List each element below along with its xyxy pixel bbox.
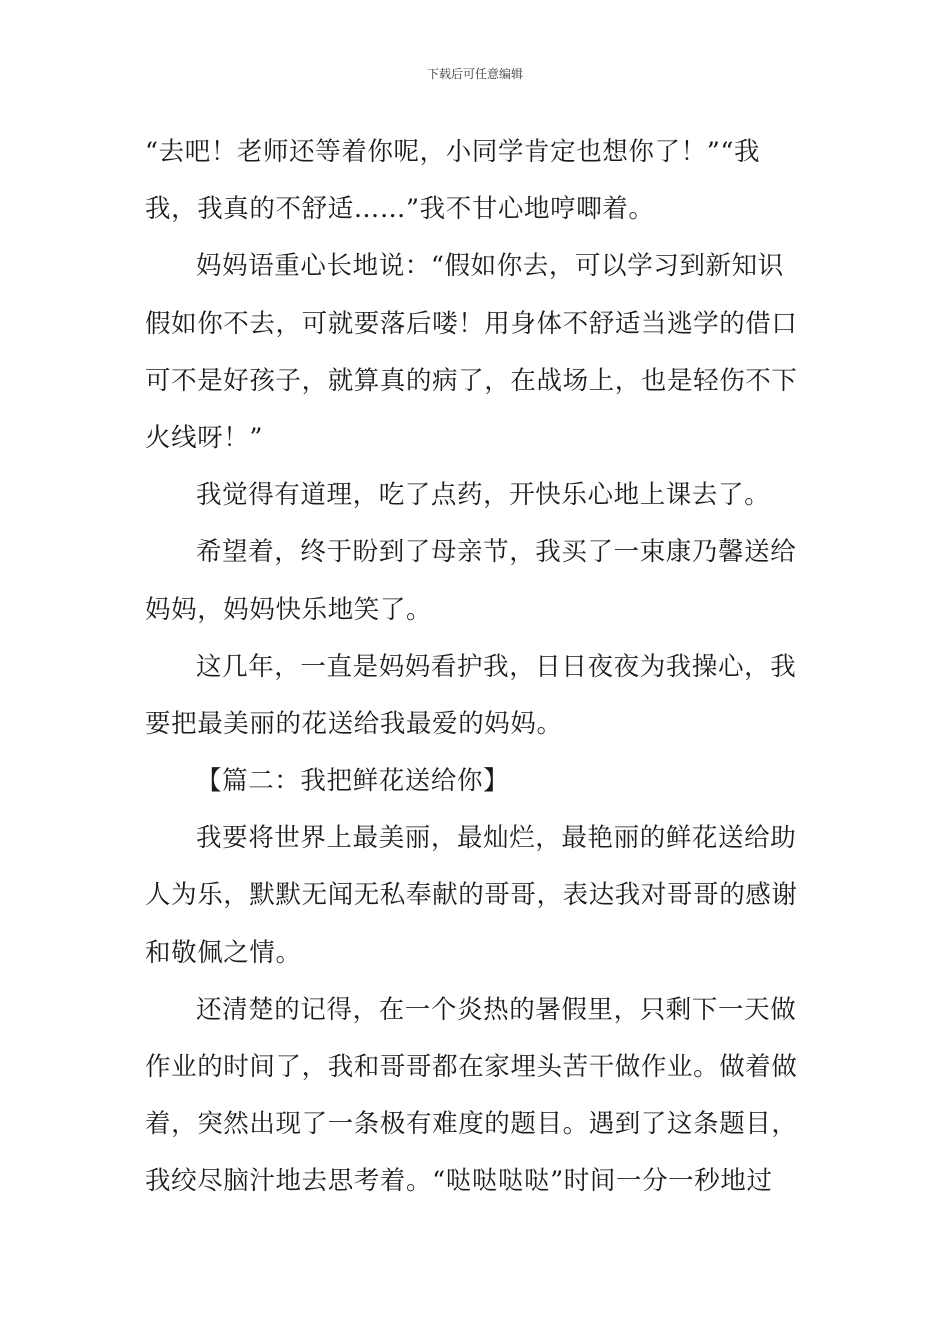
text-line: 我绞尽脑汁地去思考着。“哒哒哒哒”时间一分一秒地过 xyxy=(145,1166,773,1197)
text-line: 火线呀！” xyxy=(145,422,264,453)
section-heading: 【篇二：我把鲜花送给你】 xyxy=(196,766,510,797)
text-line: 作业的时间了，我和哥哥都在家埋头苦干做作业。做着做 xyxy=(145,1052,798,1082)
text-line: 妈妈，妈妈快乐地笑了。 xyxy=(145,594,433,625)
text-line: 着，突然出现了一条极有难度的题目。遇到了这条题目， xyxy=(145,1109,798,1140)
text-line: 还清楚的记得，在一个炎热的暑假里，只剩下一天做 xyxy=(196,994,797,1025)
text-line: 这几年，一直是妈妈看护我，日日夜夜为我操心，我 xyxy=(196,651,797,682)
text-line: 可不是好孩子，就算真的病了，在战场上，也是轻伤不下 xyxy=(145,365,798,396)
document-body xyxy=(145,124,807,1211)
text-line: 我觉得有道理，吃了点药，开快乐心地上课去了。 xyxy=(196,480,771,511)
text-line: 我要将世界上最美丽，最灿烂，最艳丽的鲜花送给助 xyxy=(196,823,797,854)
header-note: 下载后可任意编辑 xyxy=(426,67,523,81)
text-line: 和敬佩之情。 xyxy=(145,937,302,968)
text-line: 我，我真的不舒适……”我不甘心地哼唧着。 xyxy=(145,194,655,225)
text-line: 假如你不去，可就要落后喽！用身体不舒适当逃学的借口 xyxy=(145,308,798,339)
text-line: “去吧！老师还等着你呢，小同学肯定也想你了！”“我 xyxy=(145,137,761,167)
text-line: 要把最美丽的花送给我最爱的妈妈。 xyxy=(145,708,563,739)
text-line: 希望着，终于盼到了母亲节，我买了一束康乃馨送给 xyxy=(196,537,797,568)
text-line: 人为乐，默默无闻无私奉献的哥哥，表达我对哥哥的感谢 xyxy=(145,880,798,911)
text-line: 妈妈语重心长地说：“假如你去，可以学习到新知识 xyxy=(196,251,784,282)
